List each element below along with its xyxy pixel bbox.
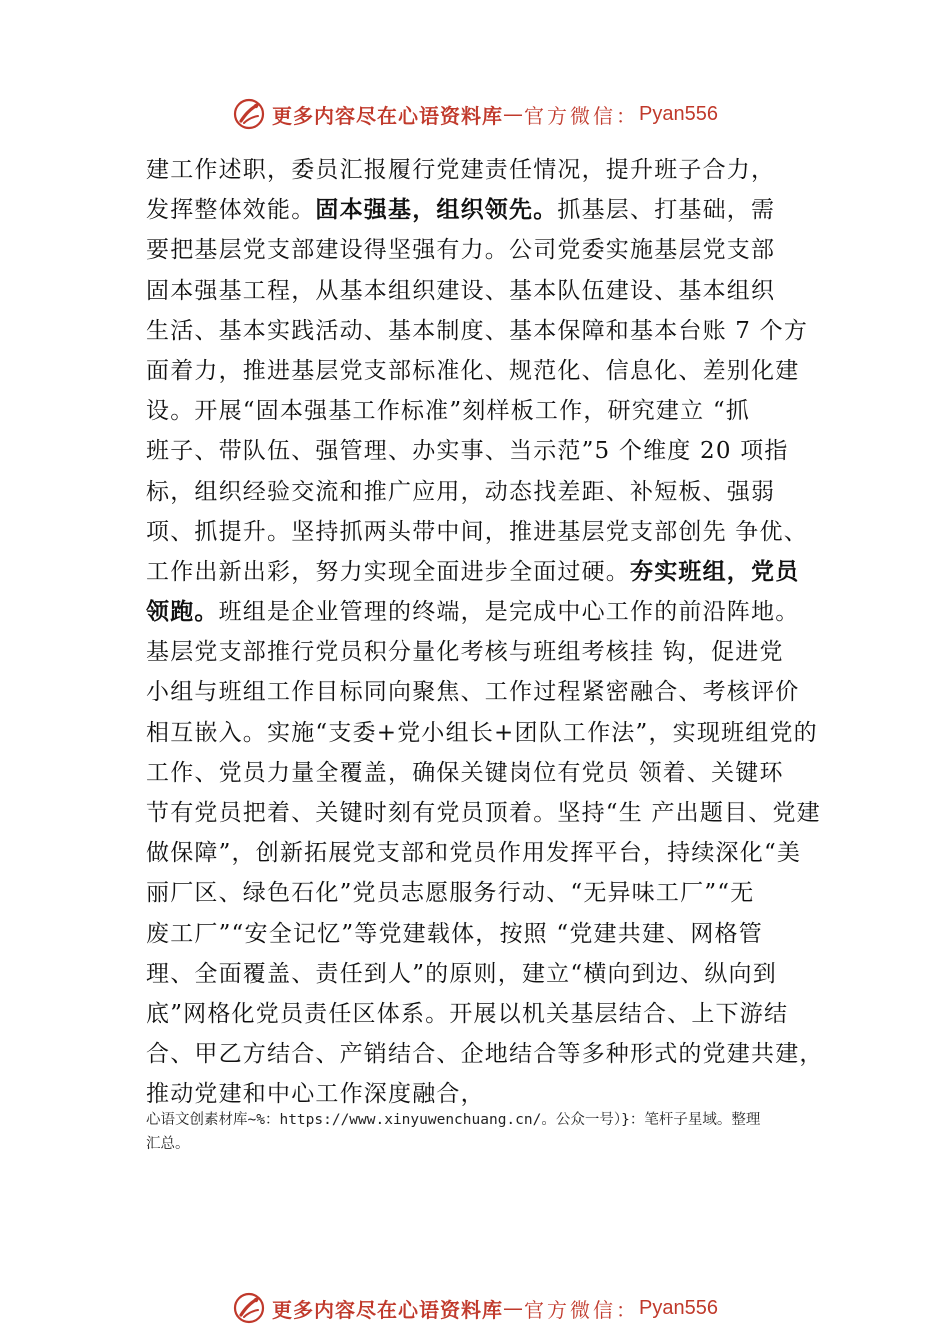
body-line — [146, 954, 836, 994]
bold-heading-run: 夯实班组，党员 — [630, 557, 800, 585]
body-line — [146, 311, 836, 351]
body-line — [146, 150, 836, 190]
body-line — [146, 632, 836, 672]
body-text-run: 做保障”，创新拓展党支部和党员作用发挥平台，持续深化“美 — [146, 840, 802, 867]
banner-promo-text: 更多内容尽在心语资料库 — [272, 103, 504, 128]
body-text-run: 设。开展“固本强基工作标准”刻样板工作，研究建立 “抓 — [146, 398, 750, 425]
body-text-run: 工作出新出彩，努力实现全面进步全面过硬。 — [146, 558, 630, 585]
body-line — [146, 753, 836, 793]
source-note-line: 心语文创素材库~%：https://www.xinyuwenchuang.cn/。公众一号）}：笔杆子星域。整理 — [146, 1112, 761, 1128]
body-line — [146, 431, 836, 471]
source-note — [146, 1108, 846, 1156]
body-line — [146, 512, 836, 552]
body-text-run: 节有党员把着、关键时刻有党员顶着。坚持“生 产出题目、党建 — [146, 800, 821, 826]
banner-wechat-label: 官方微信： — [524, 103, 640, 128]
body-text-run: 底”网格化党员责任区体系。开展以机关基层结合、上下游结 — [146, 1000, 789, 1027]
body-text-run: 固本强基工程，从基本组织建设、基本队伍建设、基本组织 — [146, 277, 776, 304]
body-text-run: 基层党支部推行党员积分量化考核与班组考核挂 钩，促进党 — [146, 639, 784, 666]
banner-promo-text: 更多内容尽在心语资料库 — [272, 1297, 504, 1322]
body-line — [146, 1034, 836, 1074]
body-text-run: 项、抓提升。坚持抓两头带中间，推进基层党支部创先 争优、 — [146, 518, 808, 545]
bold-heading-run: 领跑。 — [146, 598, 219, 626]
banner-wechat-id: Pyan556 — [639, 1296, 718, 1319]
body-line — [146, 873, 836, 913]
body-line — [146, 472, 836, 512]
body-line — [146, 672, 836, 712]
body-text-run: 推动党建和中心工作深度融合， — [146, 1081, 485, 1108]
source-note-line: 汇总。 — [146, 1136, 190, 1152]
body-text-run: 建工作述职，委员汇报履行党建责任情况，提升班子合力， — [146, 157, 776, 183]
brush-seal-icon — [232, 97, 266, 131]
body-line — [146, 833, 836, 873]
body-text-run: 合、甲乙方结合、产销结合、企地结合等多种形式的党建共建， — [146, 1041, 824, 1068]
header-banner — [0, 94, 950, 134]
body-text-run: 面着力，推进基层党支部标准化、规范化、信息化、差别化建 — [146, 357, 800, 384]
body-line — [146, 713, 836, 753]
banner-wechat-id: Pyan556 — [639, 102, 718, 125]
brush-seal-icon — [232, 1291, 266, 1325]
footer-banner — [0, 1288, 950, 1328]
banner-wechat-label: 官方微信： — [524, 1297, 640, 1322]
body-line — [146, 552, 836, 592]
body-line — [146, 592, 836, 632]
bold-heading-run: 固本强基，组织领先。 — [315, 196, 558, 224]
body-line — [146, 391, 836, 431]
body-text-run: 工作、党员力量全覆盖，确保关键岗位有党员 领着、关键环 — [146, 759, 784, 786]
body-line — [146, 190, 836, 230]
body-line — [146, 994, 836, 1034]
banner-separator: — — [503, 102, 525, 126]
body-text-run: 发挥整体效能。 — [146, 197, 316, 224]
body-text-run: 抓基层、打基础，需 — [557, 197, 776, 224]
body-text-run: 相互嵌入。实施“支委+党小组长+团队工作法”，实现班组党的 — [146, 719, 818, 746]
body-line — [146, 271, 836, 311]
banner-separator: — — [503, 1296, 525, 1320]
body-text-run: 班组是企业管理的终端，是完成中心工作的前沿阵地。 — [218, 599, 800, 626]
body-line — [146, 230, 836, 270]
body-line — [146, 351, 836, 391]
body-text-run: 丽厂区、绿色石化”党员志愿服务行动、“无异味工厂”“无 — [146, 880, 755, 907]
body-text-run: 理、全面覆盖、责任到人”的原则，建立“横向到边、纵向到 — [146, 960, 777, 987]
body-text-run: 废工厂”“安全记忆”等党建载体，按照 “党建共建、网格管 — [146, 920, 763, 947]
body-line — [146, 793, 836, 833]
body-text-run: 生活、基本实践活动、基本制度、基本保障和基本台账 7 个方 — [146, 317, 809, 344]
body-text-run: 小组与班组工作目标同向聚焦、工作过程紧密融合、考核评价 — [146, 679, 800, 706]
body-line — [146, 914, 836, 954]
body-text-run: 要把基层党支部建设得坚强有力。公司党委实施基层党支部 — [146, 237, 776, 264]
body-text-run: 班子、带队伍、强管理、办实事、当示范”5 个维度 20 项指 — [146, 438, 789, 465]
document-body — [146, 150, 836, 1115]
body-text-run: 标，组织经验交流和推广应用，动态找差距、补短板、强弱 — [146, 478, 776, 505]
